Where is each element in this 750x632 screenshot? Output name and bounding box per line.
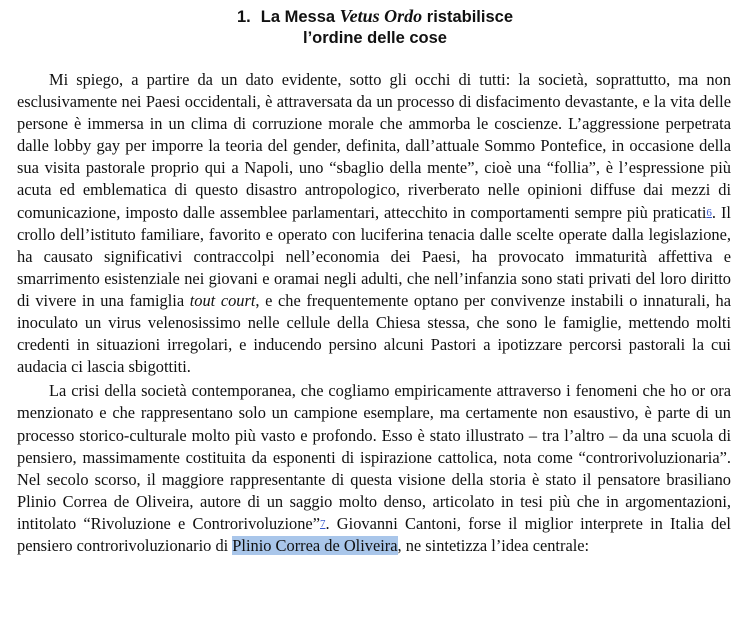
heading-italic-text: Vetus Ordo (339, 6, 423, 26)
paragraph-2-text-a: La crisi della società contemporanea, che cogliamo empiricamente attraverso i fenomeni che ho or ora menzionato e che rappresentano solo un campione esemplare, ma certamente non esaustivo, è parte di un processo storico-culturale molto più vasto e profondo. Esso è stato illustrato – tra l’altro – da una scuola di pensiero, massimamente costituita da esponenti di ispirazione cattolica, nota come “controrivoluzionaria”. Nel secolo scorso, il maggiore rappresentante di questa visione della storia è stato il pensatore brasiliano Plinio Correa de Oliveira, autore di un saggio molto denso, articolato in tesi più che in argomentazioni, intitolato “Rivoluzione e Controrivoluzione” (17, 381, 731, 533)
highlighted-text[interactable]: Plinio Correa de Oliveira (232, 535, 398, 555)
heading-line-2: l’ordine delle cose (303, 29, 447, 47)
heading-line-1 (0, 6, 750, 28)
paragraph-2-text-c: , ne sintetizza l’idea centrale: (397, 535, 590, 555)
paragraph-1-italic: tout court (189, 290, 256, 310)
heading-number: 1. (237, 8, 251, 26)
paragraph-2 (17, 380, 731, 557)
body-text (17, 69, 731, 557)
paragraph-1-text-b: . Il crollo dell’istituto familiare, favorito e operato con luciferina tenacia dalle scelte operate dalla legislazione, ha causato significativi contraccolpi nell’economia dei Paesi, ha provocato immaturità affettiva e smarrimento esistenziale nei giovani e oramai negli adulti, che nell’infanzia sono stati privati del loro diritto di vivere in una famiglia (17, 202, 731, 310)
footnote-link-7[interactable]: 7 (319, 517, 326, 530)
heading-text-before: La Messa (260, 8, 336, 26)
heading-text-after: ristabilisce (426, 8, 513, 26)
footnote-link-6[interactable]: 6 (706, 206, 712, 219)
paragraph-2-text-b: . Giovanni Cantoni, forse il miglior interprete in Italia del pensiero controrivoluzionario di (17, 513, 731, 555)
paragraph-1-text-a: Mi spiego, a partire da un dato evidente, sotto gli occhi di tutti: la società, soprattutto, ma non esclusivamente nei Paesi occidentali, è attraversata da un processo di disfacimento devastante, e la vita delle persone è immersa in un clima di corruzione morale che ammorba le coscienze. L’aggressione perpetrata dalle lobby gay per imporre la teoria del gender, definita, dall’attuale Sommo Pontefice, in occasione della sua visita pastorale proprio qui a Napoli, uno “sbaglio della mente”, cioè una “follia”, è l’espressione più acuta ed emblematica di questo disastro antropologico, riverberato nelle opinioni diffuse dai mezzi di comunicazione, imposto dalle assemblee parlamentari, attecchito in comportamenti sempre più praticati (17, 70, 731, 222)
section-heading (0, 6, 750, 49)
paragraph-1-text-c: , e che frequentemente optano per convivenze instabili o innaturali, ha inoculato un virus velenosissimo nelle cellule della Chiesa stessa, che sono le famiglie, mettendo molti credenti in situazioni irregolari, e inducendo persino alcuni Pastori a ipotizzare percorsi pastorali la cui audacia ci lascia sbigottiti. (17, 290, 731, 377)
paragraph-1 (17, 69, 731, 378)
